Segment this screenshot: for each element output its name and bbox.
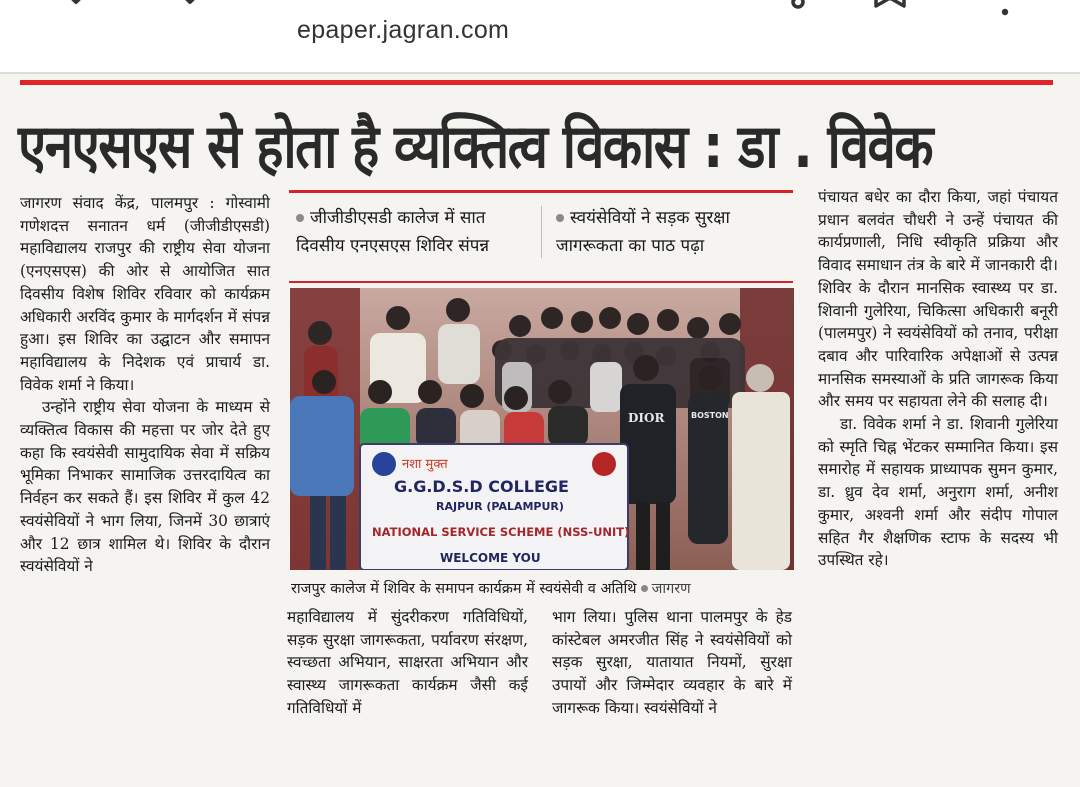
article-paragraph: डा. विवेक शर्मा ने डा. शिवानी गुलेरिया को स्मृति चिह्न भेंटकर सम्मानित किया। इस समारोह में सहायक प्राध्यापक सुमन कुमार, डा. ध्रुव देव शर्मा, अनुराग शर्मा, अनीश कुमार, अश्वनी शर्मा और संदीप गोपाल सहित गैर शैक्षणिक स्टाफ के सदस्य भी उपस्थित रहे।: [818, 415, 1058, 570]
address-bar-url[interactable]: epaper.jagran.com: [297, 16, 510, 44]
article-paragraph: जागरण संवाद केंद्र, पालमपुर : गोस्वामी गणेशदत्त सनातन धर्म (जीजीडीएसडी) महाविद्यालय राजपुर की राष्ट्रीय सेवा योजना (एनएसएस) की ओर से आयोजित सात दिवसीय विशेष शिविर रविवार को कार्यक्रम अधिकारी अरविंद कुमार के मार्गदर्शन में संपन्न हुआ। इस शिविर का उद्घाटन और समापन महाविद्यालय के निदेशक एवं प्राचार्य डा. विवेक शर्मा ने किया।: [20, 194, 270, 394]
banner-college-name: G.G.D.S.D COLLEGE: [394, 477, 569, 496]
highlight-item: [556, 204, 791, 260]
article-column-1: [20, 192, 270, 772]
photo-caption: [291, 578, 791, 598]
highlights-bottom-rule: [289, 281, 793, 283]
highlight-text: स्वयंसेवियों ने सड़क सुरक्षा जागरूकता का पाठ पढ़ा: [556, 208, 730, 256]
article-paragraph: भाग लिया। पुलिस थाना पालमपुर के हेड कांस्टेबल अमरजीत सिंह ने स्वयंसेवियों को सड़क सुरक्षा, यातायात नियमों, सुरक्षा उपायों और जिम्मेदार व्यवहार के बारे में जागरूक किया। स्वयंसेवियों ने: [552, 608, 792, 717]
browser-toolbar: [0, 0, 1080, 72]
article-paragraph: पंचायत बधेर का दौरा किया, जहां पंचायत प्रधान बलवंत चौधरी ने उन्हें पंचायत की कार्यप्रणाली, निधि स्वीकृति प्रक्रिया और विवाद समाधान तंत्र के बारे में जानकारी दी। शिविर के दौरान मानसिक स्वास्थ्य पर डा. शिवानी गुलेरिया, चिकित्सा अधिकारी बनूरी (पालमपुर) ने स्वयंसेवियों को तनाव, परीक्षा दबाव और पारिवारिक अपेक्षाओं से उत्पन्न मानसिक समस्याओं के प्रति जागरूक किया और समय पर सहायता लेने की सलाह दी।: [818, 188, 1058, 411]
highlight-text: जीजीडीएसडी कालेज में सात दिवसीय एनएसएस शिविर संपन्न: [296, 208, 490, 256]
bookmark-icon[interactable]: [870, 0, 910, 20]
photo-credit: जागरण: [651, 581, 691, 597]
headline-top-rule: [20, 80, 1053, 85]
article-paragraph: महाविद्यालय में सुंदरीकरण गतिविधियों, सड़क सुरक्षा जागरूकता, पर्यावरण संरक्षण, स्वच्छता अभियान, साक्षरता अभियान और स्वास्थ्य जागरूकता कार्यक्रम जैसी कई गतिविधियों में: [287, 608, 528, 717]
banner-nss-unit: NATIONAL SERVICE SCHEME (NSS-UNIT): [372, 525, 630, 539]
download-icon[interactable]: [170, 0, 210, 20]
article-column-4: [818, 186, 1058, 776]
highlights-top-rule: [289, 190, 793, 193]
shirt-text-dior: DIOR: [628, 411, 665, 425]
banner-welcome: WELCOME YOU: [440, 551, 541, 565]
banner-location: RAJPUR (PALAMPUR): [436, 500, 564, 513]
article-headline: एनएसएस से होता है व्यक्तित्व विकास : डा . विवेक: [18, 112, 933, 183]
article-column-2: [287, 606, 528, 766]
group-photo-illustration: [290, 288, 794, 570]
shirt-text-boston: BOSTON: [691, 411, 729, 420]
highlight-item: [296, 204, 531, 260]
article-column-3: [552, 606, 792, 766]
bullet-icon: [296, 214, 304, 222]
share-icon[interactable]: [770, 0, 810, 20]
more-vertical-icon[interactable]: [985, 0, 1025, 20]
banner-nasha-mukt-text: नशा मुक्त: [402, 457, 448, 472]
highlight-divider: [541, 206, 542, 258]
article-photo: [290, 288, 794, 570]
bullet-icon: [641, 585, 648, 592]
caption-text: राजपुर कालेज में शिविर के समापन कार्यक्रम में स्वयंसेवी व अतिथि: [291, 581, 637, 597]
close-icon[interactable]: [56, 0, 96, 20]
article-paragraph: उन्होंने राष्ट्रीय सेवा योजना के माध्यम से व्यक्तित्व विकास की महत्ता पर जोर देते हुए कहा कि स्वयंसेवी सामुदायिक सेवा में सक्रिय भूमिका निभाकर सामाजिक उत्तरदायित्व का निर्वहन कर सकते हैं। इस शिविर में कुल 42 स्वयंसेवियों ने भाग लिया, जिनमें 30 छात्राएं और 12 छात्र शामिल थे। शिविर के दौरान स्वयंसेवियों ने: [20, 398, 270, 576]
bullet-icon: [556, 214, 564, 222]
